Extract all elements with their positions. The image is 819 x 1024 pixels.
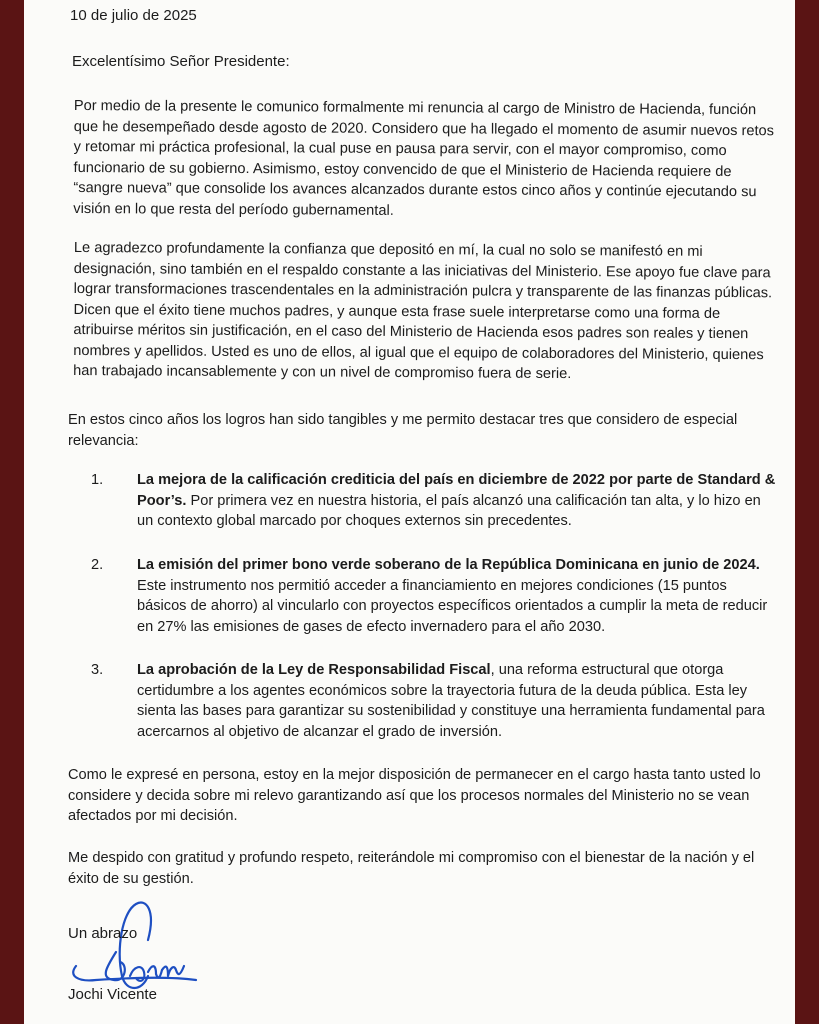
salutation: Excelentísimo Señor Presidente: [72,53,290,70]
achievement-description: , una reforma estructural que otorga certidumbre a los agentes económicos sobre la trayectoria futura de la deuda pública. Esta ley sienta las bases para garantizar su sostenibilidad y constituye una herramienta fundamental para acercarnos al objetivo de alcanzar el grado de inversión. [137,662,765,740]
closing-line: Un abrazo [68,925,138,942]
paragraph-farewell: Me despido con gratitud y profundo respeto, reiterándole mi compromiso con el bienestar de la nación y el éxito de su gestión. [68,850,755,887]
paragraph-achievements-intro: En estos cinco años los logros han sido tangibles y me permito destacar tres que considero de especial relevancia: [68,412,738,449]
achievement-title: La mejora de la calificación crediticia del país en diciembre de 2022 por parte de Standard & Poor’s. [137,472,776,509]
achievement-title: La emisión del primer bono verde soberano de la República Dominicana en junio de 2024. [137,557,760,573]
achievement-number: 2. [91,557,104,573]
paragraph-resignation: Por medio de la presente le comunico formalmente mi renuncia al cargo de Ministro de Hacienda, función que he desempeñado desde agosto de 2020. Considero que ha llegado el momento de asumir nuevos retos y retomar mi práctica profesional, la cual puse en pausa para servir, con el mayor compromiso, como funcionario de su gobierno. Asimismo, estoy convencido de que el Ministerio de Hacienda requiere de “sangre nueva” que consolide los avances alcanzados durante estos cinco años y continúe ejecutando su visión en lo que resta del período gubernamental. [73,97,775,219]
paragraph-availability: Como le expresé en persona, estoy en la mejor disposición de permanecer en el cargo hasta tanto usted lo considere y decida sobre mi relevo garantizando así que los procesos normales del Ministerio no se vean afectados por mi decisión. [68,767,761,824]
achievement-text [137,660,777,742]
achievement-description: Por primera vez en nuestra historia, el país alcanzó una calificación tan alta, y lo hizo en un contexto global marcado por choques externos sin precedentes. [137,492,761,529]
signer-name: Jochi Vicente [68,986,157,1003]
paragraph-gratitude: Le agradezco profundamente la confianza que depositó en mí, la cual no solo se manifestó en mi designación, sino también en el respaldo constante a las iniciativas del Ministerio. Ese apoyo fue clave para lograr transformaciones trascendentales en la administración pulcra y transparente de las finanzas públicas. Dicen que el éxito tiene muchos padres, y aunque esta frase suele interpretarse como una forma de atribuirse méritos sin justificación, en el caso del Ministerio de Hacienda esos padres son reales y tienen nombres y apellidos. Usted es uno de ellos, al igual que el equipo de colaboradores del Ministerio, quienes han trabajado incansablemente y con un nivel de compromiso fuera de serie. [73,239,773,383]
achievement-number: 1. [91,472,104,488]
letter-date: 10 de julio de 2025 [70,7,197,24]
achievement-number: 3. [91,662,104,678]
achievement-title: La aprobación de la Ley de Responsabilidad Fiscal [137,662,491,678]
letter-page [24,0,795,1024]
achievement-description: Este instrumento nos permitió acceder a financiamiento en mejores condiciones (15 puntos básicos de ahorro) al vincularlo con proyectos específicos orientados a cumplir la meta de reducir en 27% las emisiones de gases de efecto invernadero para el año 2030. [137,577,768,635]
achievement-text [137,470,777,532]
achievement-text [137,555,777,637]
